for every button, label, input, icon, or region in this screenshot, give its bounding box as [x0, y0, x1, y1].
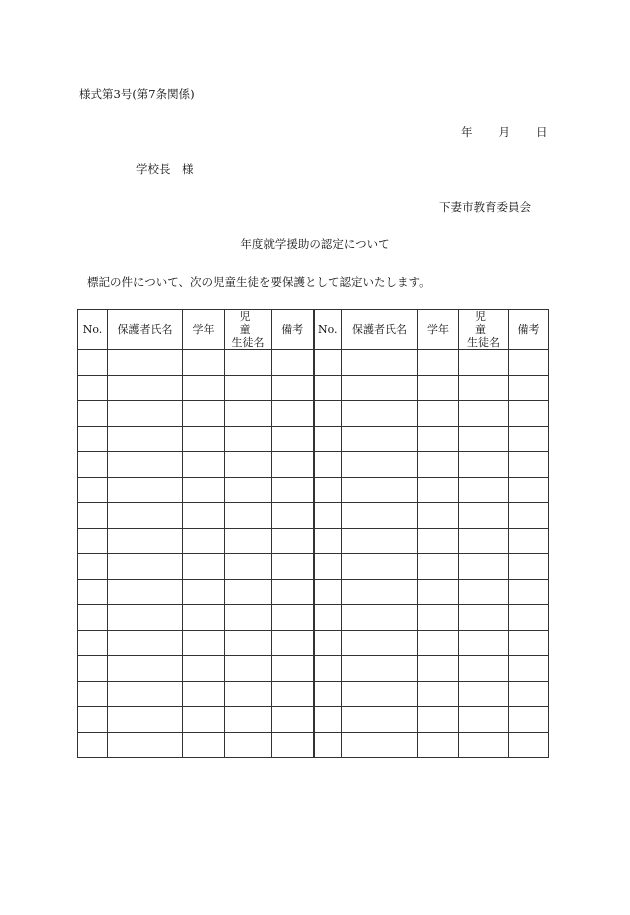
table-cell	[342, 554, 418, 580]
addressee: 学校長 様	[136, 162, 194, 176]
table-cell	[314, 350, 342, 376]
table-cell	[418, 401, 459, 427]
table-row	[78, 452, 549, 478]
table-cell	[225, 503, 272, 529]
table-cell	[418, 503, 459, 529]
table-row	[78, 503, 549, 529]
table-cell	[78, 350, 108, 376]
table-cell	[183, 452, 225, 478]
table-cell	[459, 554, 509, 580]
table-cell	[108, 426, 183, 452]
table-cell	[342, 630, 418, 656]
table-cell	[272, 477, 314, 503]
table-cell	[509, 503, 549, 529]
table-cell	[509, 681, 549, 707]
table-cell	[418, 426, 459, 452]
table-cell	[272, 350, 314, 376]
table-cell	[183, 554, 225, 580]
body-text: 標記の件について、次の児童生徒を要保護として認定いたします。	[87, 275, 431, 289]
table-cell	[272, 528, 314, 554]
table-cell	[183, 350, 225, 376]
table-cell	[314, 554, 342, 580]
table-cell	[225, 554, 272, 580]
table-cell	[183, 528, 225, 554]
table-cell	[459, 579, 509, 605]
table-cell	[272, 375, 314, 401]
table-cell	[108, 554, 183, 580]
table-cell	[108, 375, 183, 401]
table-cell	[225, 630, 272, 656]
table-cell	[314, 452, 342, 478]
table-cell	[108, 579, 183, 605]
table-cell	[272, 554, 314, 580]
table-cell	[225, 528, 272, 554]
document-title: 年度就学援助の認定について	[240, 237, 390, 251]
table-cell	[509, 732, 549, 758]
table-cell	[225, 477, 272, 503]
table-cell	[459, 477, 509, 503]
table-cell	[509, 579, 549, 605]
table-cell	[342, 401, 418, 427]
table-cell	[78, 426, 108, 452]
table-cell	[108, 681, 183, 707]
table-cell	[272, 605, 314, 631]
table-cell	[342, 656, 418, 682]
table-row	[78, 579, 549, 605]
header-no: No.	[78, 310, 108, 350]
table-cell	[459, 375, 509, 401]
table-cell	[272, 579, 314, 605]
table-cell	[418, 477, 459, 503]
table-cell	[459, 350, 509, 376]
table-cell	[314, 630, 342, 656]
table-cell	[78, 732, 108, 758]
table-cell	[342, 707, 418, 733]
table-cell	[272, 630, 314, 656]
table-cell	[342, 426, 418, 452]
header-child-name: 児 童 生徒名	[225, 310, 272, 350]
table-cell	[418, 732, 459, 758]
table-cell	[78, 554, 108, 580]
table-cell	[342, 503, 418, 529]
table-row	[78, 350, 549, 376]
table-cell	[272, 503, 314, 529]
table-cell	[78, 452, 108, 478]
table-cell	[225, 375, 272, 401]
table-row	[78, 732, 549, 758]
table-cell	[314, 528, 342, 554]
table-cell	[459, 452, 509, 478]
table-cell	[459, 503, 509, 529]
table-row	[78, 681, 549, 707]
table-cell	[183, 401, 225, 427]
table-row	[78, 630, 549, 656]
table-cell	[225, 605, 272, 631]
header-remarks-2: 備考	[509, 310, 549, 350]
table-cell	[272, 732, 314, 758]
table-cell	[183, 579, 225, 605]
table-cell	[314, 605, 342, 631]
table-cell	[509, 452, 549, 478]
table-cell	[272, 656, 314, 682]
table-row	[78, 707, 549, 733]
table-cell	[78, 630, 108, 656]
table-cell	[342, 528, 418, 554]
table-cell	[108, 503, 183, 529]
header-grade-2: 学年	[418, 310, 459, 350]
table-row	[78, 528, 549, 554]
table-cell	[183, 426, 225, 452]
table-cell	[78, 579, 108, 605]
table-cell	[509, 554, 549, 580]
table-cell	[272, 401, 314, 427]
recipient-table	[77, 309, 549, 758]
form-number: 様式第3号(第7条関係)	[79, 87, 195, 101]
table-cell	[183, 707, 225, 733]
table-cell	[225, 401, 272, 427]
table-cell	[509, 401, 549, 427]
table-row	[78, 656, 549, 682]
table-cell	[225, 350, 272, 376]
table-cell	[108, 350, 183, 376]
table-cell	[108, 477, 183, 503]
table-cell	[108, 528, 183, 554]
table-cell	[314, 707, 342, 733]
table-cell	[342, 732, 418, 758]
table-cell	[418, 350, 459, 376]
table-cell	[509, 630, 549, 656]
table-row	[78, 375, 549, 401]
table-cell	[78, 707, 108, 733]
table-cell	[314, 681, 342, 707]
table-cell	[225, 426, 272, 452]
table-cell	[459, 681, 509, 707]
date-line	[461, 124, 548, 140]
table-row	[78, 477, 549, 503]
table-cell	[183, 681, 225, 707]
table-cell	[183, 375, 225, 401]
table-cell	[418, 452, 459, 478]
table-cell	[108, 630, 183, 656]
table-cell	[314, 579, 342, 605]
table-cell	[225, 452, 272, 478]
table-cell	[509, 656, 549, 682]
table-cell	[418, 630, 459, 656]
header-guardian-name-2: 保護者氏名	[342, 310, 418, 350]
table-cell	[225, 681, 272, 707]
table-cell	[418, 681, 459, 707]
table-cell	[509, 350, 549, 376]
table-cell	[459, 605, 509, 631]
table-row	[78, 426, 549, 452]
table-cell	[225, 732, 272, 758]
header-remarks: 備考	[272, 310, 314, 350]
table-cell	[342, 375, 418, 401]
table-cell	[78, 605, 108, 631]
table-cell	[183, 477, 225, 503]
table-cell	[108, 732, 183, 758]
table-header-row	[78, 310, 549, 350]
header-no-2: No.	[314, 310, 342, 350]
table-cell	[183, 732, 225, 758]
table-cell	[342, 605, 418, 631]
table-cell	[459, 528, 509, 554]
table-cell	[78, 477, 108, 503]
table-cell	[509, 426, 549, 452]
date-day: 日	[536, 125, 548, 139]
table-cell	[418, 554, 459, 580]
table-cell	[418, 375, 459, 401]
table-cell	[459, 732, 509, 758]
table-cell	[183, 503, 225, 529]
table-cell	[459, 656, 509, 682]
table-cell	[509, 528, 549, 554]
table-cell	[459, 707, 509, 733]
sender: 下妻市教育委員会	[439, 200, 531, 214]
table-cell	[342, 681, 418, 707]
table-body	[78, 350, 549, 758]
table-cell	[418, 656, 459, 682]
table-cell	[108, 656, 183, 682]
table-cell	[314, 375, 342, 401]
table-cell	[509, 605, 549, 631]
table-cell	[78, 503, 108, 529]
table-cell	[459, 401, 509, 427]
header-grade: 学年	[183, 310, 225, 350]
table-cell	[183, 605, 225, 631]
table-cell	[342, 477, 418, 503]
table-cell	[342, 452, 418, 478]
table-cell	[509, 707, 549, 733]
header-guardian-name: 保護者氏名	[108, 310, 183, 350]
table-cell	[272, 707, 314, 733]
table-cell	[108, 605, 183, 631]
table-cell	[314, 656, 342, 682]
table-cell	[272, 681, 314, 707]
table-cell	[225, 579, 272, 605]
table-cell	[78, 681, 108, 707]
table-cell	[418, 707, 459, 733]
table-cell	[272, 452, 314, 478]
table-row	[78, 554, 549, 580]
date-year: 年	[461, 125, 473, 139]
date-month: 月	[498, 125, 510, 139]
table-cell	[78, 656, 108, 682]
table-cell	[272, 426, 314, 452]
table-cell	[314, 401, 342, 427]
table-cell	[78, 375, 108, 401]
header-child-name-2: 児 童 生徒名	[459, 310, 509, 350]
table-cell	[78, 401, 108, 427]
table-cell	[509, 477, 549, 503]
table-cell	[509, 375, 549, 401]
table-cell	[108, 401, 183, 427]
table-cell	[459, 426, 509, 452]
table-cell	[314, 503, 342, 529]
table-cell	[418, 605, 459, 631]
table-cell	[342, 350, 418, 376]
table-cell	[342, 579, 418, 605]
table-cell	[459, 630, 509, 656]
table-cell	[108, 452, 183, 478]
table-cell	[314, 732, 342, 758]
table-cell	[418, 528, 459, 554]
table-cell	[225, 656, 272, 682]
table-row	[78, 401, 549, 427]
table-cell	[108, 707, 183, 733]
table-row	[78, 605, 549, 631]
table-cell	[183, 630, 225, 656]
table-cell	[78, 528, 108, 554]
table-cell	[183, 656, 225, 682]
table-cell	[314, 426, 342, 452]
table-cell	[314, 477, 342, 503]
table-cell	[225, 707, 272, 733]
table-cell	[418, 579, 459, 605]
